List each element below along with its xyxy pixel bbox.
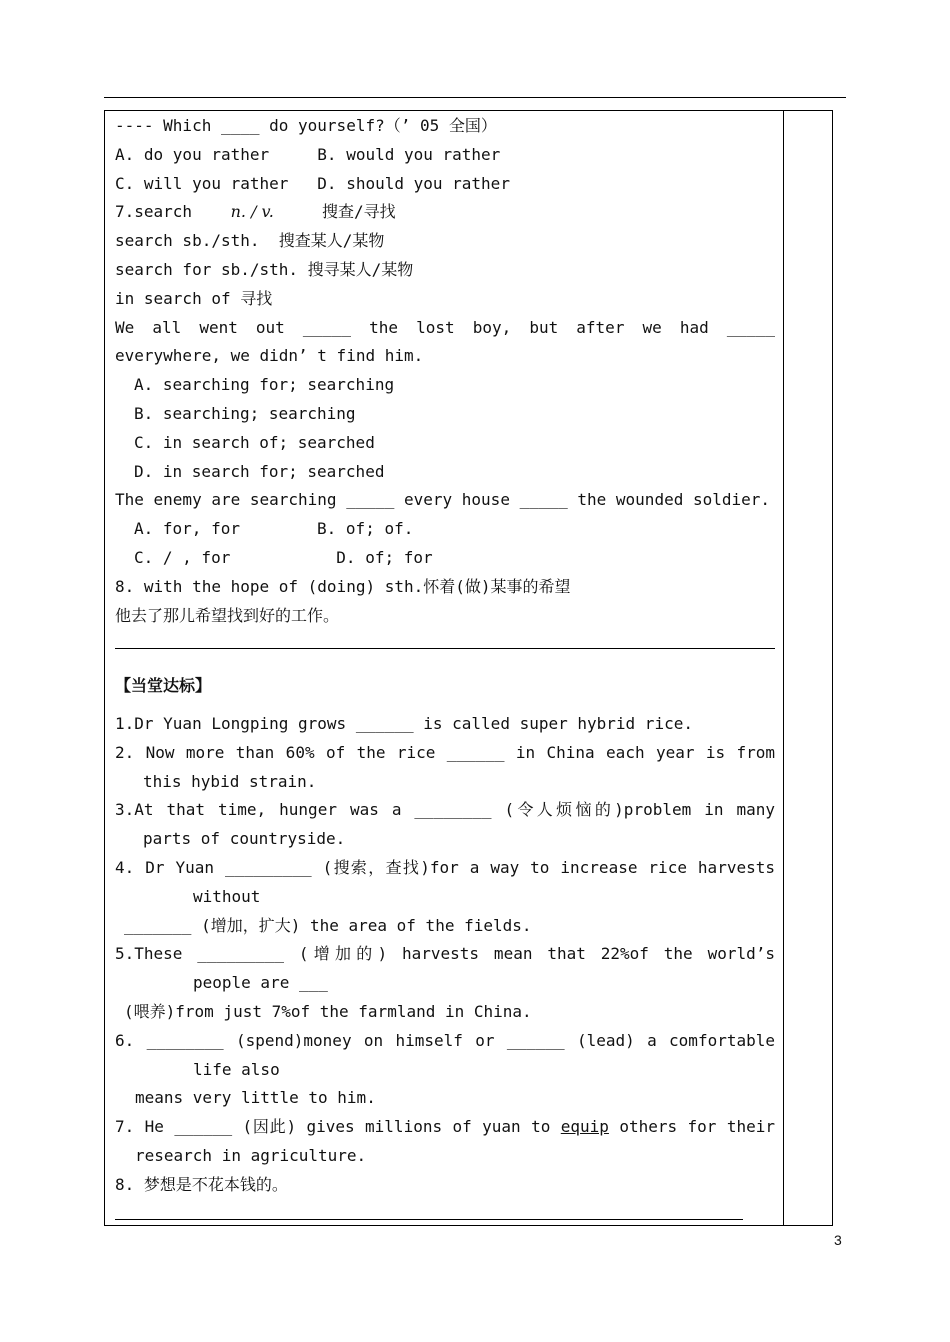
exercise-7-line2: research in agriculture. <box>135 1145 367 1165</box>
exercise-4-line3: _______ (增加，扩大) the area of the fields. <box>124 915 532 935</box>
option-a: A. searching for; searching <box>134 375 395 395</box>
section-divider <box>115 648 775 649</box>
item-7-pos: n. / v. <box>230 202 274 222</box>
exercise-3-line1: 3.At that time, hunger was a ________ (令人烦恼的)problem in many <box>115 800 775 820</box>
option-d: D. in search for; searched <box>134 461 385 481</box>
exercise-6-line1: 6. ________ (spend)money on himself or ______ (lead) a comfortable <box>115 1030 775 1050</box>
question-enemy: The enemy are searching _____ every house _____ the wounded soldier. <box>115 490 771 510</box>
phrase-in-search-of: in search of 寻找 <box>115 288 273 308</box>
table-column-divider <box>783 110 784 1226</box>
item-8-heading: 8. with the hope of (doing) sth.怀着(做)某事的希望 <box>115 576 571 596</box>
exercise-8: 8. 梦想是不花本钱的。 <box>115 1174 288 1194</box>
exercise-5-line1: 5.These _________ (增加的) harvests mean that 22%of the world’s <box>115 944 775 964</box>
section-heading: 【当堂达标】 <box>115 676 212 695</box>
options-enemy-c-d: C. / , for D. of; for <box>134 547 433 567</box>
exercise-6-line2: life also <box>193 1059 280 1079</box>
section-exercises <box>115 710 775 1200</box>
exercise-7-post: others for their <box>608 1117 775 1137</box>
page-number: 3 <box>834 1232 842 1248</box>
question-lost-boy-line1: We all went out _____ the lost boy, but after we had _____ <box>115 317 775 337</box>
exercise-1: 1.Dr Yuan Longping grows ______ is called super hybrid rice. <box>115 714 693 733</box>
item-7-heading <box>115 198 775 227</box>
exercise-7-line1 <box>115 1113 775 1142</box>
question-which: ---- Which ____ do yourself?（’ 05 全国） <box>115 116 497 135</box>
options-c-d: C. will you rather D. should you rather <box>115 173 510 193</box>
exercise-7-pre: 7. He ______ (因此) gives millions of yuan to <box>115 1117 561 1137</box>
phrase-search-for: search for sb./sth. 搜寻某人/某物 <box>115 259 414 279</box>
exercise-2-line1: 2. Now more than 60% of the rice ______ in China each year is from <box>115 742 775 762</box>
exercise-2-line2: this hybid strain. <box>143 771 317 791</box>
exercise-6-line3: means very little to him. <box>135 1088 376 1108</box>
exercise-3-line2: parts of countryside. <box>143 829 346 849</box>
exercise-4-line2: without <box>193 886 261 906</box>
item-8-example: 他去了那儿希望找到好的工作。 <box>115 605 340 625</box>
options-enemy-a-b: A. for, for B. of; of. <box>134 519 414 539</box>
phrase-search-sb: search sb./sth. 搜查某人/某物 <box>115 231 385 251</box>
options-a-b: A. do you rather B. would you rather <box>115 144 501 164</box>
option-c: C. in search of; searched <box>134 432 375 452</box>
option-b: B. searching; searching <box>134 403 356 423</box>
exercise-7-underlined-word: equip <box>560 1117 609 1137</box>
header-rule <box>104 97 846 98</box>
exercise-5-line2: people are ___ <box>193 973 328 993</box>
question-lost-boy-line2: everywhere, we didn’ t find him. <box>115 346 424 366</box>
exercise-4-line1: 4. Dr Yuan _________ (搜索，查找)for a way to increase rice harvests <box>115 857 775 877</box>
answer-line <box>115 1219 743 1220</box>
item-7-meaning: 搜查/寻找 <box>321 202 396 222</box>
section-vocabulary <box>115 112 775 630</box>
item-7-word: 7.search <box>115 202 193 222</box>
exercise-5-line3: (喂养)from just 7%of the farmland in China. <box>124 1001 532 1021</box>
